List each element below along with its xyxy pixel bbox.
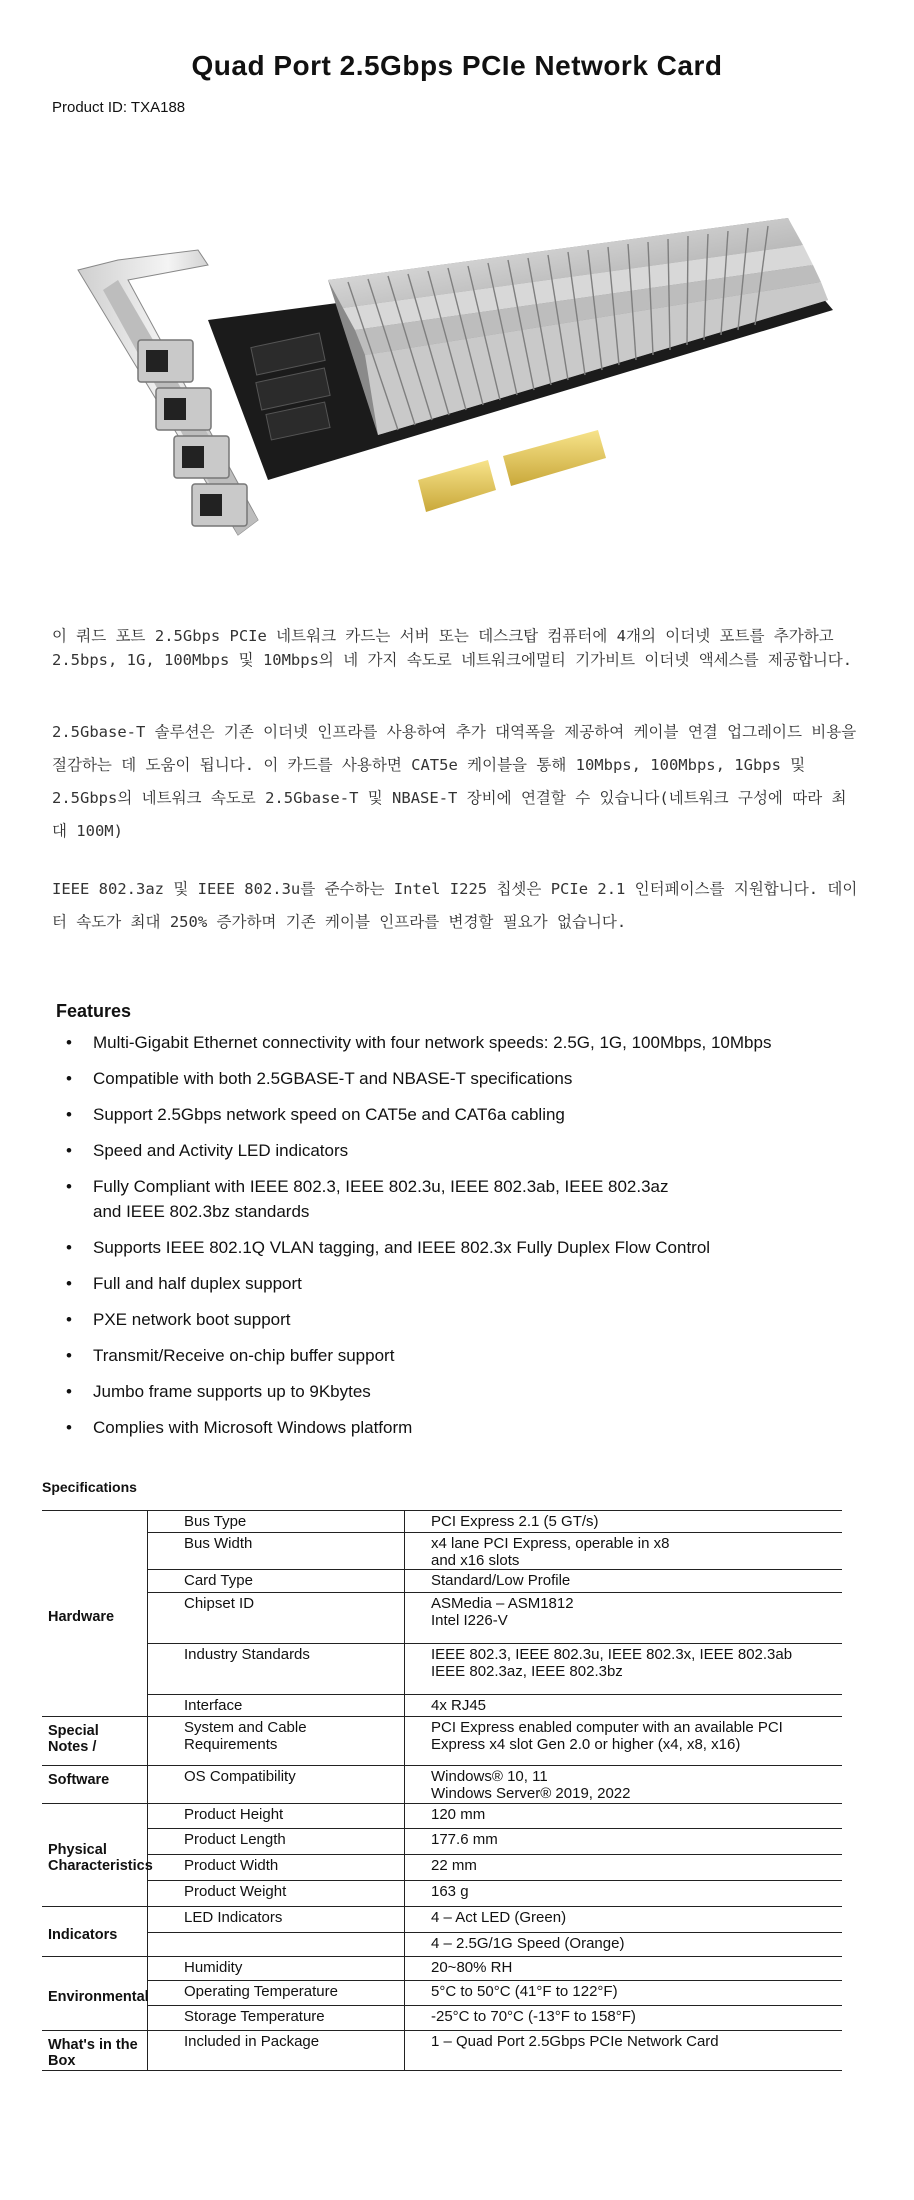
- feature-item: [0, 1102, 900, 1127]
- feature-item: [0, 1174, 900, 1224]
- spec-feature: Product Weight: [148, 1881, 405, 1907]
- spec-feature: Humidity: [148, 1957, 405, 1981]
- spec-row: [42, 1593, 842, 1644]
- feature-text: • Supports IEEE 802.1Q VLAN tagging, and IEEE 802.3x Fully Duplex Flow Control: [93, 1238, 711, 1257]
- spec-row: [42, 1570, 842, 1593]
- spec-feature: Included in Package: [148, 2031, 405, 2071]
- spec-row: [42, 1533, 842, 1570]
- spec-value: [405, 1804, 843, 1829]
- feature-item: [0, 1066, 900, 1091]
- spec-feature: Interface: [148, 1695, 405, 1717]
- spec-value-line: ASMedia – ASM1812: [431, 1595, 574, 1612]
- spec-value: [405, 1957, 843, 1981]
- feature-text: • Compatible with both 2.5GBASE-T and NBASE-T specifications: [93, 1069, 573, 1088]
- spec-value: [405, 1907, 843, 1933]
- specifications-table: [42, 1510, 842, 2071]
- spec-row: [42, 1981, 842, 2006]
- spec-value: [405, 1533, 843, 1570]
- features-heading: Features: [56, 1001, 132, 1021]
- feature-text: • Multi-Gigabit Ethernet connectivity with four network speeds: 2.5G, 1G, 100Mbps, 10Mbps: [93, 1033, 772, 1052]
- spec-row: [42, 1855, 842, 1881]
- page-title: Quad Port 2.5Gbps PCIe Network Card: [191, 50, 723, 81]
- spec-row: [42, 1907, 842, 1933]
- spec-category: Physical Characteristics: [42, 1804, 148, 1907]
- feature-text: • Transmit/Receive on-chip buffer support: [93, 1346, 395, 1365]
- spec-value-line: IEEE 802.3az, IEEE 802.3bz: [431, 1663, 623, 1680]
- feature-item: [0, 1271, 900, 1296]
- feature-text: • Full and half duplex support: [93, 1274, 302, 1293]
- spec-value-line: 4 – Act LED (Green): [431, 1909, 567, 1926]
- spec-value-line: -25°C to 70°C (-13°F to 158°F): [431, 2008, 636, 2025]
- spec-feature: Chipset ID: [148, 1593, 405, 1644]
- feature-item: [0, 1235, 900, 1260]
- spec-value: [405, 1855, 843, 1881]
- spec-value: [405, 1881, 843, 1907]
- feature-text: • Complies with Microsoft Windows platform: [93, 1418, 413, 1437]
- spec-value-line: 163 g: [431, 1883, 469, 1900]
- spec-value: [405, 2031, 843, 2071]
- product-image: [58, 190, 858, 590]
- feature-item: [0, 1415, 900, 1440]
- spec-feature: Product Width: [148, 1855, 405, 1881]
- spec-value-line: 4 – 2.5G/1G Speed (Orange): [431, 1935, 625, 1952]
- spec-row: [42, 1695, 842, 1717]
- spec-feature: System and Cable Requirements: [148, 1717, 405, 1766]
- spec-category: Software: [42, 1766, 148, 1804]
- spec-row: [42, 1804, 842, 1829]
- spec-feature: Operating Temperature: [148, 1981, 405, 2006]
- spec-value: [405, 1981, 843, 2006]
- spec-feature: [148, 1933, 405, 1957]
- feature-text: • Speed and Activity LED indicators: [93, 1141, 349, 1160]
- spec-row: [42, 1933, 842, 1957]
- description-paragraph: 2.5Gbase-T 솔루션은 기존 이더넷 인프라를 사용하여 추가 대역폭을 제공하여 케이블 연결 업그레이드 비용을 절감하는 데 도움이 됩니다. 이 카드를 사용하면 CAT5e 케이블을 통해 10Mbps, 100Mbps, 1Gbps 및 2.5Gbps의 네트워크 속도로 2.5Gbase-T 및 NBASE-T 장비에 연결할 수 있습니다(네트워크 구성에 따라 최대 100M): [52, 723, 857, 840]
- feature-text: • Fully Compliant with IEEE 802.3, IEEE 802.3u, IEEE 802.3ab, IEEE 802.3az: [93, 1177, 669, 1196]
- spec-value-line: Intel I226-V: [431, 1612, 508, 1629]
- feature-text: • PXE network boot support: [93, 1310, 291, 1329]
- feature-item: [0, 1138, 900, 1163]
- spec-value-line: 120 mm: [431, 1806, 486, 1823]
- spec-value-line: Standard/Low Profile: [431, 1572, 571, 1589]
- spec-value: [405, 1570, 843, 1593]
- spec-value: [405, 1695, 843, 1717]
- spec-feature: Storage Temperature: [148, 2006, 405, 2031]
- feature-item: [0, 1307, 900, 1332]
- feature-text: • Support 2.5Gbps network speed on CAT5e and CAT6a cabling: [93, 1105, 565, 1124]
- specifications-heading: Specifications: [42, 1479, 137, 1495]
- spec-value-line: Windows Server® 2019, 2022: [431, 1785, 631, 1802]
- spec-value-line: 20~80% RH: [431, 1959, 513, 1976]
- spec-value-line: x4 lane PCI Express, operable in x8: [431, 1535, 670, 1552]
- spec-value-line: IEEE 802.3, IEEE 802.3u, IEEE 802.3x, IEEE 802.3ab: [431, 1646, 793, 1663]
- spec-row: [42, 2006, 842, 2031]
- spec-value-line: 4x RJ45: [431, 1697, 487, 1714]
- spec-value: [405, 1593, 843, 1644]
- spec-category: Environmental: [42, 1957, 148, 2031]
- spec-value-line: Windows® 10, 11: [431, 1768, 548, 1785]
- spec-feature: Industry Standards: [148, 1644, 405, 1695]
- spec-feature: Card Type: [148, 1570, 405, 1593]
- description-paragraph: 이 쿼드 포트 2.5Gbps PCIe 네트워크 카드는 서버 또는 데스크탑 컴퓨터에 4개의 이더넷 포트를 추가하고 2.5bps, 1G, 100Mbps 및 10Mbps의 네 가지 속도로 네트워크에멀티 기가비트 이더넷 액세스를 제공합니다.: [52, 627, 853, 669]
- gold-fingers: [418, 460, 496, 512]
- spec-value-line: and x16 slots: [431, 1552, 520, 1569]
- spec-value: [405, 1766, 843, 1804]
- spec-value: [405, 1829, 843, 1855]
- spec-value-line: 177.6 mm: [431, 1831, 498, 1848]
- spec-row: [42, 1881, 842, 1907]
- spec-feature: Bus Type: [148, 1511, 405, 1533]
- spec-row: [42, 1717, 842, 1766]
- spec-feature: Product Length: [148, 1829, 405, 1855]
- spec-feature: Bus Width: [148, 1533, 405, 1570]
- spec-row: [42, 1766, 842, 1804]
- feature-item: [0, 1379, 900, 1404]
- spec-row: [42, 1511, 842, 1533]
- feature-text: • Jumbo frame supports up to 9Kbytes: [93, 1382, 371, 1401]
- spec-category: Special Notes /: [42, 1717, 148, 1766]
- spec-value: [405, 2006, 843, 2031]
- spec-row: [42, 1957, 842, 1981]
- spec-value-line: 22 mm: [431, 1857, 477, 1874]
- spec-value-line: PCI Express 2.1 (5 GT/s): [431, 1513, 599, 1530]
- product-id: Product ID: TXA188: [52, 99, 186, 116]
- spec-category: Hardware: [42, 1511, 148, 1717]
- spec-value: [405, 1933, 843, 1957]
- spec-value: [405, 1717, 843, 1766]
- feature-item: [0, 1343, 900, 1368]
- spec-value-line: 5°C to 50°C (41°F to 122°F): [431, 1983, 618, 2000]
- spec-feature: OS Compatibility: [148, 1766, 405, 1804]
- spec-category: What's in the Box: [42, 2031, 148, 2071]
- spec-value-line: 1 – Quad Port 2.5Gbps PCIe Network Card: [431, 2033, 719, 2050]
- spec-value: [405, 1511, 843, 1533]
- spec-row: [42, 1644, 842, 1695]
- spec-value-line: PCI Express enabled computer with an available PCI Express x4 slot Gen 2.0 or higher (x4, x8, x16): [431, 1719, 783, 1753]
- spec-value: [405, 1644, 843, 1695]
- spec-feature: Product Height: [148, 1804, 405, 1829]
- features-list: [0, 1030, 900, 1451]
- spec-category: Indicators: [42, 1907, 148, 1957]
- feature-item: [0, 1030, 900, 1055]
- spec-feature: LED Indicators: [148, 1907, 405, 1933]
- spec-row: [42, 1829, 842, 1855]
- feature-text: and IEEE 802.3bz standards: [93, 1202, 310, 1221]
- description-paragraph: IEEE 802.3az 및 IEEE 802.3u를 준수하는 Intel I225 칩셋은 PCIe 2.1 인터페이스를 지원합니다. 데이터 속도가 최대 250% 증가하며 기존 케이블 인프라를 변경할 필요가 없습니다.: [52, 880, 858, 931]
- spec-row: [42, 2031, 842, 2071]
